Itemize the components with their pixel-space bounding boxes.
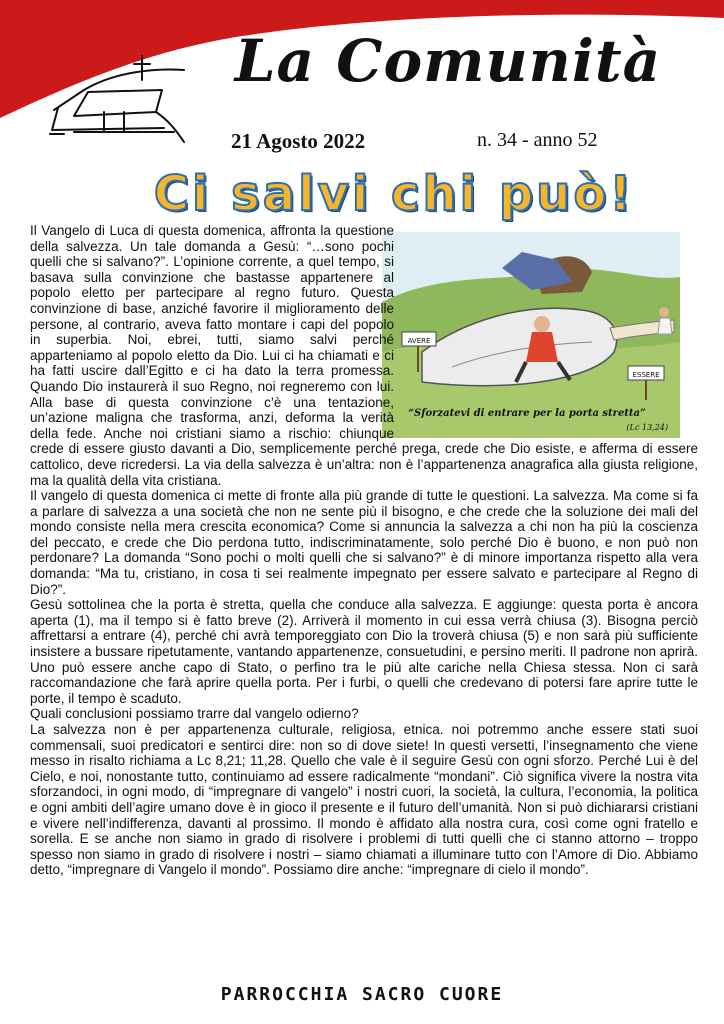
article-headline: Ci salvi chi può!: [153, 166, 635, 222]
masthead-title: La Comunità: [234, 27, 662, 95]
sign-essere-label: ESSERE: [632, 371, 660, 379]
article-paragraph: Quali conclusioni possiamo trarre dal vangelo odierno?: [30, 706, 359, 722]
sign-avere-label: AVERE: [407, 337, 431, 345]
illustration-caption: “Sforzatevi di entrare per la porta stretta”: [408, 408, 646, 419]
issue-date: 21 Agosto 2022: [231, 129, 366, 153]
article-body: [30, 223, 698, 878]
article-paragraph: La salvezza non è per appartenenza culturale, religiosa, etnica. noi potremmo anche essere stati suoi commensali, suoi predicatori e sentirci dire: non so di dove siete! In questi versetti, l’insegnamento che viene messo in risalto richiama a Lc 8,21; 11,28. Quello che vale è il seguire Gesù con ogni sforzo. Perché Lui è del Cielo, e noi, nonostante tutto, continuiamo ad essere radicalmente “mondani”. Ciò significa vivere la nostra vita sforzandoci, in ogni modo, di “impregnare di vangelo” i nostri cuori, la società, la cultura, l’economia, la politica e ogni ambiti dell’agire umano dove è in gioco il presente e il futuro dell’umanità. Non si può dichiararsi cristiani e vivere nell’indifferenza, davanti al prossimo. Il mondo è affidato alla nostra cura, così come ogni fratello e sorella. E se anche non siamo in grado di risolvere i problemi di tutti quelli che ci stanno attorno – troppo spesso non siamo in grado di risolvere i nostri – siamo chiamati a illuminare tutto con l’Amore di Dio. Abbiamo detto, “impregnare di Vangelo il mondo”. Possiamo dire anche: “impregnare di cielo il mondo”.: [30, 722, 698, 878]
article-paragraph: Il Vangelo di Luca di questa domenica, affronta la questione della salvezza. Un tale domanda a Gesù: “…sono pochi quelli che si salvano?”. L’opinione corrente, a quel tempo, si basava sulla convinzione che bastasse appartenere al popolo eletto per partecipare al regno futuro. Questa convinzione di base, anziché favorire il miglioramento delle persone, al contrario, aveva fatto montare i capi del popolo in superbia. Noi, ebrei, tutti, siamo salvi perché apparteniamo al popolo eletto da Dio. Lui ci ha chiamati e ci ha fatti uscire dall’Egitto e ci ha dato la terra promessa. Quando Dio instaurerà il suo Regno, noi regneremo con lui. Alla base di questa convinzione c’è una tentazione, un’azione maligna che trasforma, anzi, deforma la verità della fede. Anche noi cristiani siamo a rischio: chiunque crede di essere giusto davanti a Dio, semplicemente perché prega, crede che Dio esiste, e afferma di essere cattolico, deve ricredersi. La via della salvezza è un’altra: non è l’appartenenza anagrafica alla giusta religione, ma la qualità della vita cristiana.: [30, 223, 698, 488]
issue-number: n. 34 - anno 52: [477, 129, 598, 151]
article-paragraph: Gesù sottolinea che la porta è stretta, quella che conduce alla salvezza. E aggiunge: questa porta è ancora aperta (1), ma il tempo si è fatto breve (2). Arriverà il momento in cui essa verrà chiusa (3). Bisogna perciò affrettarsi a entrare (4), perché chi avrà temporeggiato con Dio la troverà chiusa (5) e non sarà più sufficiente insistere a bussare ripetutamente, vantando appartenenze, consuetudini, e persino meriti. Il padrone non aprirà. Uno può essere anche capo di Stato, o perfino tra le più alte cariche nella Chiesa stessa. Non ci sarà raccomandazione che farà aprire quella porta. Per i furbi, o quelli che credevano di potersi fare aprire tutte le porte, il tempo è scaduto.: [30, 597, 698, 706]
church-logo-icon: [44, 50, 194, 150]
article-paragraph: Il vangelo di questa domenica ci mette di fronte alla più grande di tutte le questioni. La salvezza. Ma come si fa a parlare di salvezza a una società che non ne sente più il bisogno, e che crede che la soluzione dei mali del mondo consiste nella mera crescita economica? Come si annuncia la salvezza a chi non ha più la coscienza del peccato, e crede che Dio perdona tutto, indiscriminatamente, solo perché Dio è buono, e non può non perdonare? La domanda “Sono pochi o molti quelli che si salvano?” è di minore importanza rispetto alla vera domanda: “Ma tu, cristiano, in cosa ti sei realmente impegnato per essere salvato e partecipare al Regno di Dio?”.: [30, 488, 698, 597]
footer-parish-name: PARROCCHIA SACRO CUORE: [220, 984, 504, 1005]
illustration-reference: (Lc 13,24): [626, 423, 668, 432]
illustration-spacer: [394, 223, 698, 437]
